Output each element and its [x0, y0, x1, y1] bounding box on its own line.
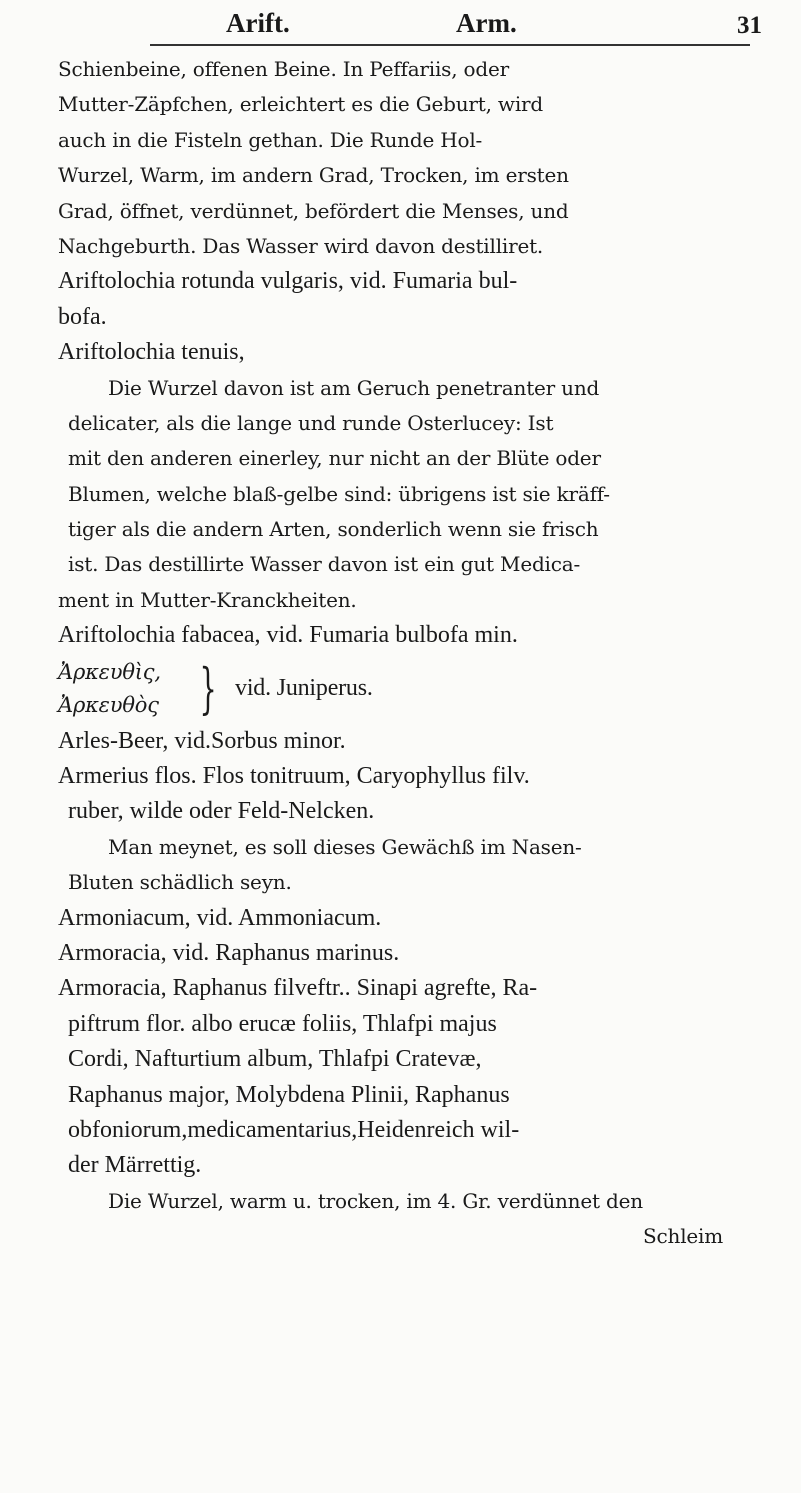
text-line: Blumen, welche blaß-gelbe sind: übrigens ist sie kräff-	[68, 481, 610, 506]
entry-armerius: Armerius flos. Flos tonitruum, Caryophyllus filv.	[58, 763, 530, 790]
text-line: ment in Mutter-Kranckheiten.	[58, 587, 357, 612]
text-line: Cordi, Nafturtium album, Thlafpi Cratevæ,	[68, 1046, 482, 1073]
entry-armoracia-ref: Armoracia, vid. Raphanus marinus.	[58, 939, 400, 966]
text-line: Schienbeine, offenen Beine. In Peffariis, oder	[58, 57, 509, 81]
greek-reference: vid. Juniperus.	[235, 674, 373, 701]
brace-icon: }	[199, 656, 217, 720]
text-line: piftrum flor. albo erucæ foliis, Thlafpi majus	[68, 1010, 497, 1037]
text-line: der Märrettig.	[68, 1152, 202, 1179]
text-line: ruber, wilde oder Feld-Nelcken.	[68, 798, 375, 825]
greek-term: Ἀρκευθὶς,	[58, 659, 161, 684]
greek-entry	[58, 654, 763, 724]
entry-armoracia: Armoracia, Raphanus filveftr.. Sinapi agrefte, Ra-	[58, 975, 538, 1002]
entry-aristolochia-rotunda: Ariftolochia rotunda vulgaris, vid. Fumaria bul-	[58, 268, 518, 295]
text-line: Wurzel, Warm, im andern Grad, Trocken, im ersten	[58, 163, 569, 188]
entry-armoniacum: Armoniacum, vid. Ammoniacum.	[58, 904, 382, 931]
page-number: 31	[737, 12, 762, 39]
text-line: Mutter-Zäpfchen, erleichtert es die Geburt, wird	[58, 92, 543, 117]
greek-terms	[58, 656, 161, 722]
header-rule	[150, 44, 750, 46]
text-line: Die Wurzel, warm u. trocken, im 4. Gr. verdünnet den	[108, 1188, 643, 1213]
text-line: ist. Das destillirte Wasser davon ist ein gut Medica-	[68, 552, 581, 577]
text-line: Bluten schädlich seyn.	[68, 870, 292, 895]
greek-term: Ἀρκευθὸς	[58, 692, 159, 717]
catchword: Schleim	[643, 1224, 723, 1249]
running-head-left: Arift.	[226, 8, 290, 38]
text-line: obfoniorum,medicamentarius,Heidenreich wil-	[68, 1116, 520, 1143]
entry-arles-beer: Arles-Beer, vid.Sorbus minor.	[58, 727, 346, 754]
entry-aristolochia-tenuis: Ariftolochia tenuis,	[58, 339, 245, 366]
text-line: Man meynet, es soll dieses Gewächß im Nasen-	[108, 834, 582, 859]
text-line: mit den anderen einerley, nur nicht an der Blüte oder	[68, 446, 601, 471]
text-line: Raphanus major, Molybdena Plinii, Raphanus	[68, 1081, 510, 1108]
page-body	[58, 52, 763, 1255]
text-line: delicater, als die lange und runde Osterlucey: Ist	[68, 410, 554, 435]
text-line: auch in die Fisteln gethan. Die Runde Hol-	[58, 127, 483, 152]
text-line: Die Wurzel davon ist am Geruch penetranter und	[108, 375, 600, 400]
text-line: tiger als die andern Arten, sonderlich wenn sie frisch	[68, 517, 599, 542]
text-line: Grad, öffnet, verdünnet, befördert die Menses, und	[58, 198, 569, 223]
running-head-right: Arm.	[456, 8, 517, 38]
entry-aristolochia-fabacea: Ariftolochia fabacea, vid. Fumaria bulbofa min.	[58, 622, 518, 649]
entry-aristolochia-rotunda-cont: bofa.	[58, 303, 107, 330]
text-line: Nachgeburth. Das Wasser wird davon destilliret.	[58, 233, 544, 258]
